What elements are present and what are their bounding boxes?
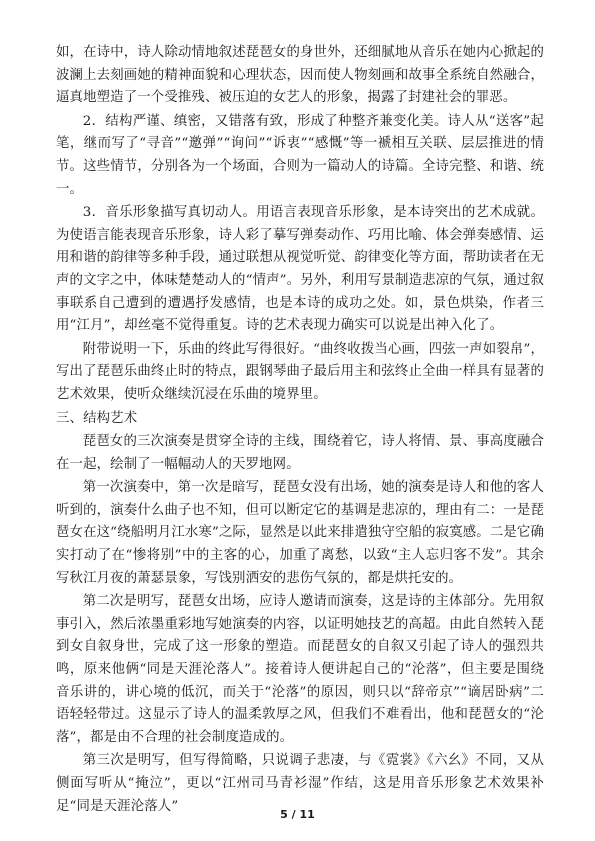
paragraph-three-performances: 琵琶女的三次演奏是贯穿全诗的主线，围绕着它，诗人将情、景、事高度融合在一起，绘制了一幅幅动人的天罗地网。 xyxy=(56,434,544,472)
document-body xyxy=(56,42,544,819)
section-heading: 三、结构艺术 xyxy=(56,410,138,426)
paragraph-second-performance: 第二次是明写，琵琶女出场，应诗人邀请而演奏，这是诗的主体部分。先用叙事引入，然后浓墨重彩地写她演奏的内容，以证明她技艺的高超。由此自然转入琵到女自叙身世，完成了这一形象的塑造。而琵琶女的自叙又引起了诗人的强烈共鸣，原来他俩“同是天涯沦落人”。接着诗人便讲起自己的“沦落”，但主要是围绕音乐讲的，讲心境的低沉，而关于“沦落”的原因，则只以“辞帝京”“谪居卧病”二语轻轻带过。这显示了诗人的温柔敦厚之风，但我们不难看出，他和琵琶女的“沦落”，都是由不合理的社会制度造成的。 xyxy=(56,594,544,745)
paragraph-ending-note: 附带说明一下，乐曲的终此写得很好。“曲终收拨当心画，四弦一声如裂帛”，写出了琵琶乐曲终止时的特点，跟钢琴曲子最后用主和弦终止全曲一样具有显著的艺术效果，使听众继续沉浸在乐曲的境界里。 xyxy=(56,341,544,402)
paragraph-third-performance: 第三次是明写，但写得简略，只说调子悲凄，与《霓裳》《六幺》不同，又从侧面写听从“掩泣”，更以“江州司马青衫湿”作结，这是用音乐形象艺术效果补足“同是天涯沦落人” xyxy=(56,753,544,814)
paragraph-first-performance: 第一次演奏中，第一次是暗写，琵琶女没有出场，她的演奏是诗人和他的客人听到的，演奏什么曲子也不知，但可以断定它的基调是悲凉的，理由有二：一是琵琶女在这“绕船明月江水寒”之际，显然是以此来排遣独守空船的寂寞感。二是它确实打动了在“惨将别”中的主客的心，加重了离愁，以致“主人忘归客不发”。其余写秋江月夜的萧瑟景象，写饯别洒安的悲伤气氛的，都是烘托安的。 xyxy=(56,480,544,586)
paragraph-music-image: 3．音乐形象描写真切动人。用语言表现音乐形象，是本诗突出的艺术成就。为使语言能表现音乐形象，诗人彩了摹写弹奏动作、巧用比喻、体会弹奏感情、运用和谐的韵律等多种手段，通过联想从视觉听觉、韵律变化等方面，帮助读者在无声的文字之中，体味楚楚动人的“情声”。另外，利用写景制造悲凉的气氛，通过叙事联系自己遭到的遭遇抒发感情，也是本诗的成功之处。如，景色烘染，作者三用“江月”，却丝毫不觉得重复。诗的艺术表现力确实可以说是出神入化了。 xyxy=(56,205,544,334)
paragraph-continuation: 如，在诗中，诗人除动情地叙述琵琶女的身世外，还细腻地从音乐在她内心掀起的波澜上去刻画她的精神面貌和心理状态，因而使人物刻画和故事全系统自然融合，逼真地塑造了一个受推残、被压迫的女艺人的形象，揭露了封建社会的罪恶。 xyxy=(56,45,544,106)
paragraph-structure: 2．结构严谨、缜密，又错落有致，形成了种整齐兼变化美。诗人从“送客”起笔，继而写了“寻音”“邀弹”“询问”“诉衷”“感慨”等一褫相互关联、层层推进的情节。这些情节，分别各为一个场面，合则为一篇动人的诗篇。全诗完整、和谐、统一。 xyxy=(56,113,544,197)
page-number: 5 / 11 xyxy=(280,808,315,821)
